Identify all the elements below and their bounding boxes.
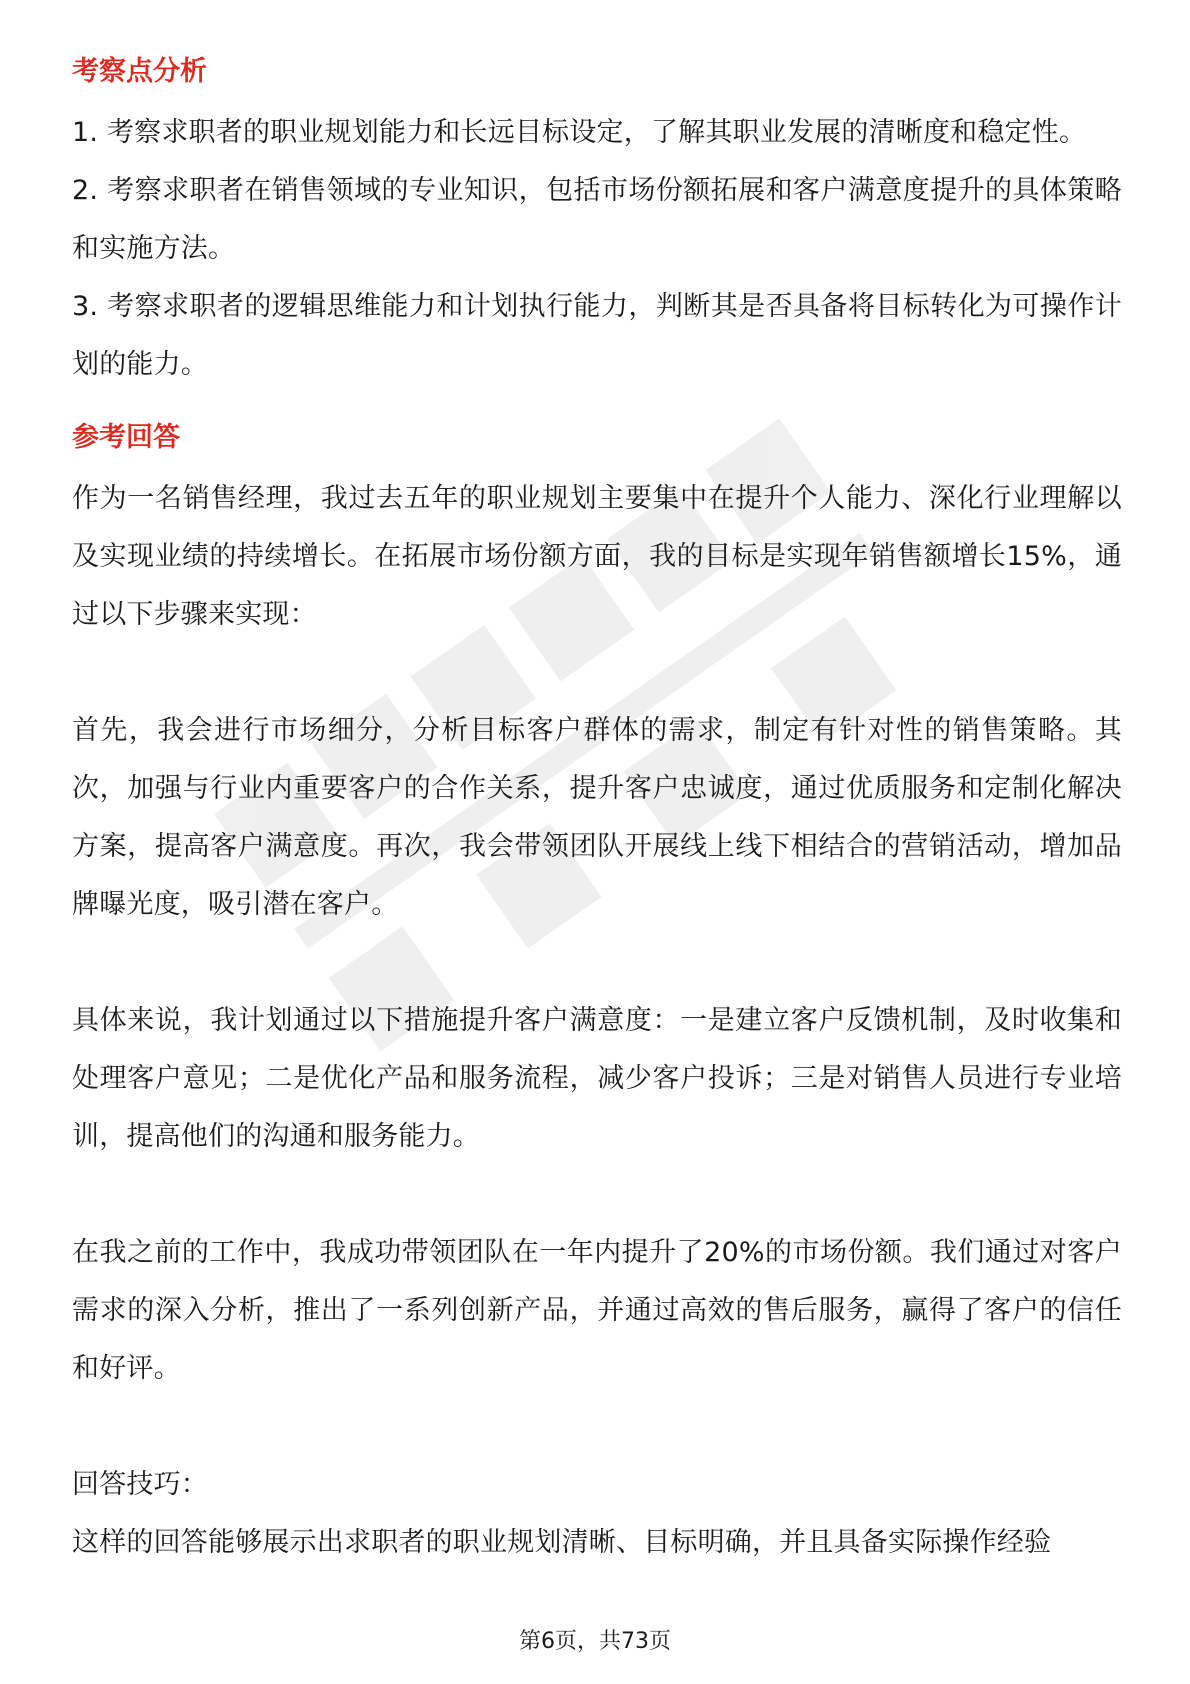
spacer [72,1398,1122,1456]
analysis-item-2: 2. 考察求职者在销售领域的专业知识，包括市场份额拓展和客户满意度提升的具体策略和实施方法。 [72,175,1122,264]
answer-paragraph-4: 在我之前的工作中，我成功带领团队在一年内提升了20%的市场份额。我们通过对客户需求的深入分析，推出了一系列创新产品，并通过高效的售后服务，赢得了客户的信任和好评。 [72,1237,1122,1384]
page-number: 第6页，共73页 [519,1629,671,1654]
spacer [72,934,1122,992]
spacer [72,394,1122,406]
answer-paragraph-3: 具体来说，我计划通过以下措施提升客户满意度：一是建立客户反馈机制，及时收集和处理客户意见；二是优化产品和服务流程，减少客户投诉；三是对销售人员进行专业培训，提高他们的沟通和服务能力。 [72,1005,1122,1152]
tips-label: 回答技巧： [72,1469,208,1500]
section-heading-answer: 参考回答 [72,422,180,453]
spacer [72,1166,1122,1224]
answer-paragraph-2: 首先，我会进行市场细分，分析目标客户群体的需求，制定有针对性的销售策略。其次，加强与行业内重要客户的合作关系，提升客户忠诚度，通过优质服务和定制化解决方案，提高客户满意度。再次，我会带领团队开展线上线下相结合的营销活动，增加品牌曝光度，吸引潜在客户。 [72,715,1122,920]
content-area [72,40,1122,1572]
tips-text: 这样的回答能够展示出求职者的职业规划清晰、目标明确，并且具备实际操作经验 [72,1527,1052,1558]
analysis-item-3: 3. 考察求职者的逻辑思维能力和计划执行能力，判断其是否具备将目标转化为可操作计划的能力。 [72,291,1122,380]
section-heading-analysis: 考察点分析 [72,56,207,87]
answer-paragraph-1: 作为一名销售经理，我过去五年的职业规划主要集中在提升个人能力、深化行业理解以及实现业绩的持续增长。在拓展市场份额方面，我的目标是实现年销售额增长15%，通过以下步骤来实现： [72,483,1122,630]
spacer [72,644,1122,702]
analysis-item-1: 1. 考察求职者的职业规划能力和长远目标设定，了解其职业发展的清晰度和稳定性。 [72,117,1087,148]
